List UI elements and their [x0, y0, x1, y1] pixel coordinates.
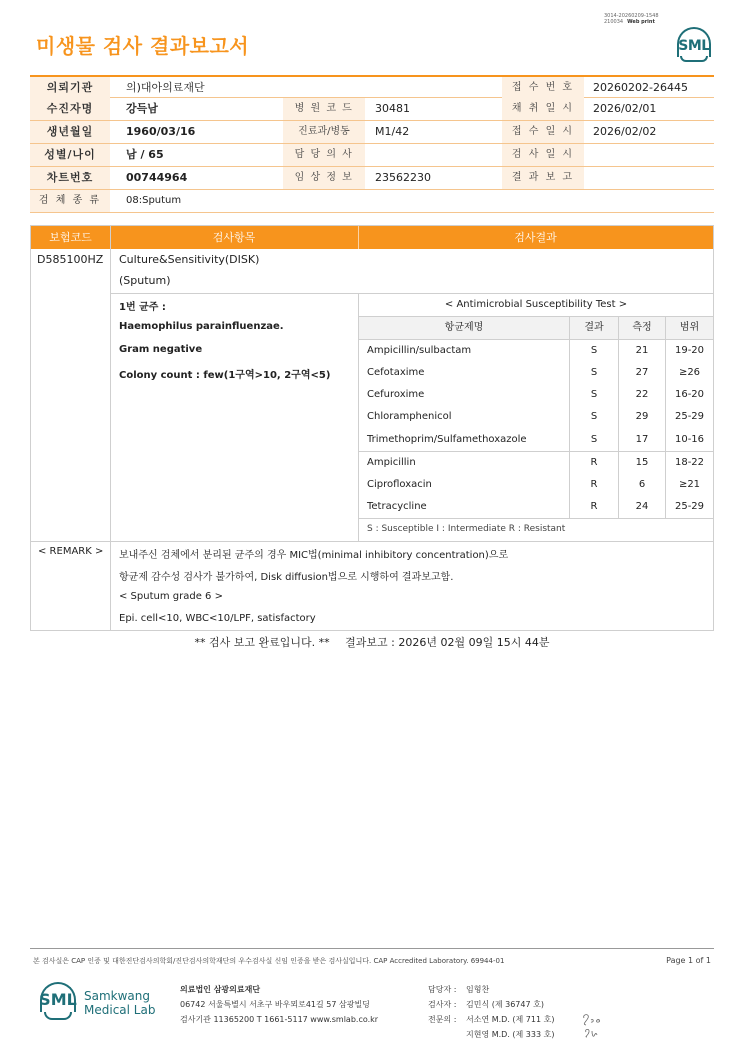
ast-range: 25-29: [674, 411, 705, 422]
sml-logo: [674, 27, 714, 63]
organization-info: [180, 982, 378, 1027]
ast-result: S: [590, 389, 598, 400]
label-clinical-info: 임 상 정 보: [283, 167, 365, 189]
ast-measure: 21: [635, 345, 649, 356]
ast-range: 25-29: [674, 501, 705, 512]
ast-drug: Tetracycline: [367, 501, 427, 512]
value-collection-date: 2026/02/01: [593, 102, 657, 115]
ast-range: ≥21: [678, 479, 701, 490]
value-department: M1/42: [375, 125, 410, 138]
staff-role: 담당자 :: [428, 985, 457, 994]
print-info: [604, 13, 659, 25]
signature-image: [580, 1010, 610, 1045]
value-specimen-type: 08:Sputum: [126, 195, 182, 206]
remark-line: Epi. cell<10, WBC<10/LPF, satisfactory: [119, 613, 316, 624]
ast-header-measure: 측정: [619, 317, 665, 339]
ast-measure: 22: [635, 389, 649, 400]
patient-info-table: [30, 75, 714, 213]
logo-text: SML: [678, 38, 710, 54]
footer-logo-text: SML: [39, 990, 77, 1009]
info-row: [30, 144, 714, 167]
ast-measure: 6: [638, 479, 646, 490]
staff-name: 김민식 (제 36747 호): [466, 1000, 544, 1009]
ast-result: S: [590, 345, 598, 356]
value-doctor: [375, 144, 495, 166]
label-department: 진료과/병동: [283, 121, 365, 143]
staff-name: 임형찬: [466, 985, 490, 994]
ast-range: 18-22: [674, 457, 705, 468]
ast-range: ≥26: [678, 367, 701, 378]
web-print-label: Web print: [627, 19, 655, 25]
info-row: [30, 121, 714, 144]
logo-name-line1: Samkwang: [84, 989, 150, 1003]
label-sex-age: 성별/나이: [30, 144, 110, 166]
label-patient-name: 수진자명: [30, 98, 110, 120]
label-specimen-type: 검 체 종 류: [30, 190, 110, 212]
label-collection-date: 채 취 일 시: [502, 98, 584, 120]
ast-measure: 17: [635, 434, 649, 445]
ast-result: S: [590, 434, 598, 445]
results-table: [30, 225, 714, 631]
organism-label: 1번 균주 :: [119, 302, 166, 313]
ast-legend: S : Susceptible I : Intermediate R : Resistant: [367, 524, 566, 534]
staff-role: 전문의 :: [428, 1015, 457, 1024]
results-header: [31, 226, 713, 249]
completion-line: [0, 634, 744, 650]
ast-drug: Cefotaxime: [367, 367, 425, 378]
ast-result: R: [590, 457, 598, 468]
org-title: 의료법인 삼광의료재단: [180, 985, 261, 994]
ast-header-range: 범위: [666, 317, 713, 339]
ast-result: S: [590, 411, 598, 422]
ast-measure: 27: [635, 367, 649, 378]
value-sex-age: 남 / 65: [126, 148, 164, 161]
page-title: 미생물 검사 결과보고서: [36, 34, 250, 58]
label-chart-number: 차트번호: [30, 167, 110, 189]
org-address: 06742 서울특별시 서초구 바우뫼로41길 57 삼광빌딩: [180, 1000, 370, 1009]
ast-drug: Ampicillin/sulbactam: [367, 345, 472, 356]
report-time: 결과보고 : 2026년 02월 09일 15시 44분: [345, 636, 550, 649]
header-test-result: 검사결과: [514, 231, 557, 244]
ast-measure: 24: [635, 501, 649, 512]
info-row: [30, 98, 714, 121]
ast-header-drug: 항균제명: [359, 317, 569, 339]
remark-label: < REMARK >: [38, 546, 104, 557]
print-id: 3014-20260209-1548: [604, 13, 659, 19]
label-report-date: 결 과 보 고: [502, 167, 584, 189]
ast-result: R: [590, 479, 598, 490]
ast-drug: Ampicillin: [367, 457, 416, 468]
completion-text: ** 검사 보고 완료입니다. **: [194, 636, 330, 649]
ast-range: 16-20: [674, 389, 705, 400]
staff-name: 서소연 M.D. (제 711 호): [466, 1015, 555, 1024]
label-receipt-date: 접 수 일 시: [502, 121, 584, 143]
remark-line: 보내주신 검체에서 분리된 균주의 경우 MIC법(minimal inhibitory concentration)으로: [119, 550, 509, 561]
info-row: [30, 190, 714, 213]
label-birthdate: 생년월일: [30, 121, 110, 143]
gram-stain: Gram negative: [119, 344, 203, 355]
organism-name: Haemophilus parainfluenzae.: [119, 321, 284, 332]
ast-drug: Ciprofloxacin: [367, 479, 432, 490]
ast-range: 19-20: [674, 345, 705, 356]
print-seq: 210034: [604, 19, 624, 25]
samkwang-logo: [38, 980, 168, 1028]
ast-range: 10-16: [674, 434, 705, 445]
header-test-item: 검사항목: [212, 231, 256, 244]
label-accession: 접 수 번 호: [502, 77, 584, 99]
info-row: [30, 75, 714, 98]
info-row: [30, 167, 714, 190]
label-requester: 의뢰기관: [30, 77, 110, 99]
staff-list: [428, 982, 554, 1042]
ast-result: R: [590, 501, 598, 512]
ast-drug: Trimethoprim/Sulfamethoxazole: [367, 434, 527, 445]
value-accession: 20260202-26445: [593, 81, 688, 94]
remark-line: < Sputum grade 6 >: [119, 591, 223, 602]
page-number: Page 1 of 1: [666, 956, 711, 965]
ast-drug: Chloramphenicol: [367, 411, 452, 422]
value-requester: 의)대아의료재단: [126, 81, 205, 94]
test-name: Culture&Sensitivity(DISK): [119, 253, 260, 266]
ast-title: < Antimicrobial Susceptibility Test >: [444, 299, 628, 310]
staff-name: 지현영 M.D. (제 333 호): [466, 1030, 555, 1039]
colony-count: Colony count : few(1구역>10, 2구역<5): [119, 370, 331, 381]
logo-name-line2: Medical Lab: [84, 1003, 156, 1017]
accreditation-note: 본 검사실은 CAP 인증 및 대한진단검사의학회/진단검사의학재단의 우수검사실 신임 인증을 받은 검사실입니다. CAP Accredited Laboratory. 69944-01: [33, 957, 505, 965]
value-report-date: [593, 167, 713, 189]
label-test-date: 검 사 일 시: [502, 144, 584, 166]
label-doctor: 담 당 의 사: [283, 144, 365, 166]
org-contact: 검사기관 11365200 T 1661-5117 www.smlab.co.kr: [180, 1015, 379, 1024]
value-birthdate: 1960/03/16: [126, 125, 196, 138]
value-chart-number: 00744964: [126, 171, 188, 184]
value-clinical-info: 23562230: [375, 171, 431, 184]
ast-measure: 15: [635, 457, 649, 468]
remark-line: 항균제 감수성 검사가 불가하여, Disk diffusion법으로 시행하여 결과보고함.: [119, 572, 454, 583]
test-specimen: (Sputum): [119, 274, 171, 287]
value-hospital-code: 30481: [375, 102, 410, 115]
ast-result: S: [590, 367, 598, 378]
insurance-code: D585100HZ: [37, 253, 104, 266]
ast-header-result: 결과: [570, 317, 618, 339]
value-patient-name: 강득남: [126, 102, 158, 115]
header-insurance-code: 보험코드: [49, 231, 92, 244]
staff-role: 검사자 :: [428, 1000, 457, 1009]
label-hospital-code: 병 원 코 드: [283, 98, 365, 120]
value-test-date: [593, 144, 713, 166]
value-receipt-date: 2026/02/02: [593, 125, 657, 138]
ast-drug: Cefuroxime: [367, 389, 425, 400]
ast-measure: 29: [635, 411, 649, 422]
